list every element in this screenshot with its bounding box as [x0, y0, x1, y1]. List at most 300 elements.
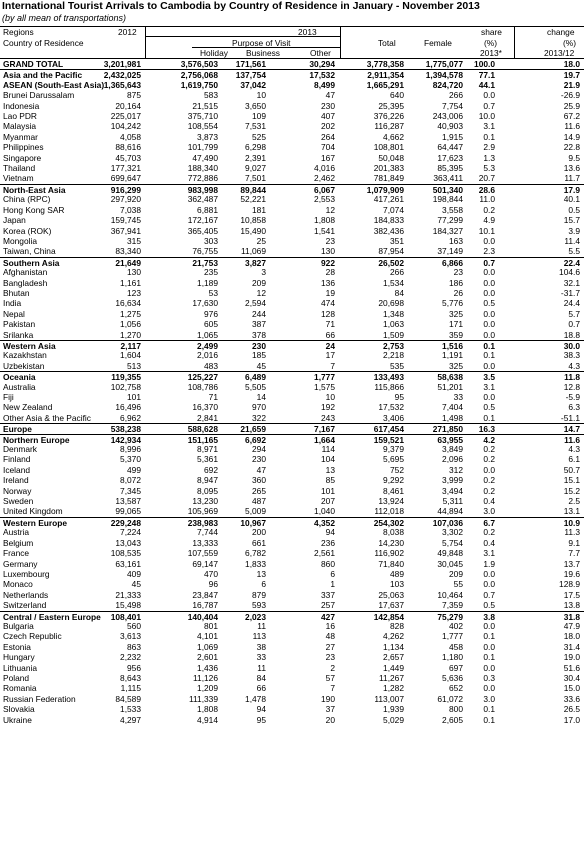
table-row — [0, 330, 584, 340]
total-cell: 489 — [390, 568, 404, 579]
change-cell: 25.9 — [563, 100, 580, 111]
other-cell: 101 — [321, 485, 335, 496]
share-cell: 0.0 — [483, 360, 495, 371]
share-cell: 77.1 — [478, 70, 495, 81]
change-cell: 0.7 — [568, 319, 580, 330]
total-cell: 25,063 — [378, 589, 404, 600]
other-cell: 104 — [321, 454, 335, 465]
share-cell: 0.2 — [483, 454, 495, 465]
total-cell: 116,287 — [374, 121, 404, 132]
other-cell: 7 — [330, 683, 335, 694]
share-cell: 0.0 — [483, 464, 495, 475]
header-divider — [340, 26, 341, 59]
share-cell: 4.9 — [483, 215, 495, 226]
table-row — [0, 590, 584, 600]
total-cell: 1,282 — [383, 683, 404, 694]
other-cell: 190 — [321, 693, 335, 704]
business-cell: 244 — [252, 308, 266, 319]
female-cell: 2,605 — [442, 714, 463, 725]
country-cell: Taiwan, China — [3, 246, 56, 257]
country-cell: Netherlands — [3, 589, 49, 600]
holiday-cell: 125,227 — [187, 372, 218, 383]
share-cell: 2.9 — [483, 142, 495, 153]
holiday-cell: 4,101 — [197, 631, 218, 642]
change-cell: 128.9 — [559, 579, 580, 590]
holiday-cell: 107,559 — [187, 548, 218, 559]
change-cell: 13.8 — [563, 600, 580, 611]
country-cell: Sweden — [3, 496, 34, 507]
header-change: change — [547, 27, 575, 37]
value-2012-cell: 1,056 — [120, 319, 141, 330]
total-cell: 13,924 — [378, 496, 404, 507]
change-cell: 11.4 — [564, 235, 580, 246]
change-cell: 32.1 — [563, 277, 580, 288]
other-cell: 114 — [321, 444, 335, 455]
table-row — [0, 80, 584, 90]
other-cell: 704 — [321, 142, 335, 153]
other-cell: 17 — [325, 350, 335, 361]
business-cell: 94 — [256, 704, 266, 715]
total-cell: 142,854 — [373, 611, 404, 622]
share-cell: 0.0 — [483, 308, 495, 319]
table-row — [0, 184, 584, 194]
female-cell: 51,201 — [437, 381, 463, 392]
female-cell: 171 — [449, 319, 463, 330]
value-2012-cell: 13,043 — [115, 537, 141, 548]
value-2012-cell: 63,161 — [115, 558, 141, 569]
header-regions: Regions — [3, 27, 34, 37]
change-cell: 26.5 — [563, 704, 580, 715]
country-cell: Bhutan — [3, 287, 30, 298]
business-cell: 37,042 — [240, 79, 266, 90]
other-cell: 16 — [325, 620, 335, 631]
female-cell: 107,036 — [432, 517, 463, 528]
holiday-cell: 21,515 — [192, 100, 218, 111]
other-cell: 167 — [321, 152, 335, 163]
value-2012-cell: 142,934 — [110, 434, 141, 445]
holiday-cell: 11,126 — [193, 672, 218, 683]
holiday-cell: 1,619,750 — [180, 79, 218, 90]
female-cell: 1,180 — [442, 652, 463, 663]
share-cell: 0.0 — [483, 683, 495, 694]
table-row — [0, 413, 584, 423]
other-cell: 48 — [325, 631, 335, 642]
total-cell: 828 — [390, 620, 404, 631]
value-2012-cell: 229,248 — [110, 517, 141, 528]
holiday-cell: 362,487 — [187, 194, 218, 205]
holiday-cell: 6,881 — [197, 204, 218, 215]
other-cell: 2 — [330, 662, 335, 673]
total-cell: 133,493 — [373, 372, 404, 383]
female-cell: 3,302 — [442, 527, 463, 538]
female-cell: 3,849 — [442, 444, 463, 455]
female-cell: 209 — [449, 568, 463, 579]
table-row — [0, 652, 584, 662]
female-cell: 3,999 — [442, 475, 463, 486]
value-2012-cell: 104,242 — [110, 121, 141, 132]
holiday-cell: 976 — [204, 308, 218, 319]
country-cell: Mongolia — [3, 235, 37, 246]
country-cell: Japan — [3, 215, 26, 226]
share-cell: 0.2 — [483, 444, 495, 455]
value-2012-cell: 1,533 — [120, 704, 141, 715]
total-cell: 640 — [390, 90, 404, 101]
holiday-cell: 801 — [204, 620, 218, 631]
table-row — [0, 246, 584, 256]
female-cell: 697 — [449, 662, 463, 673]
share-cell: 28.6 — [478, 184, 495, 195]
holiday-cell: 108,554 — [187, 121, 218, 132]
female-cell: 1,775,077 — [425, 59, 463, 69]
female-cell: 1,516 — [442, 340, 463, 351]
country-cell: Iceland — [3, 464, 31, 475]
country-cell: France — [3, 548, 30, 559]
share-cell: 0.2 — [483, 485, 495, 496]
value-2012-cell: 16,496 — [115, 402, 141, 413]
business-cell: 181 — [252, 204, 266, 215]
female-cell: 10,464 — [437, 589, 463, 600]
holiday-cell: 1,065 — [197, 329, 218, 340]
table-row — [0, 402, 584, 412]
total-cell: 95 — [394, 392, 404, 402]
business-cell: 13 — [256, 568, 266, 579]
other-cell: 337 — [321, 589, 335, 600]
change-cell: 9.5 — [568, 152, 580, 163]
female-cell: 266 — [449, 90, 463, 101]
business-cell: 1,833 — [245, 558, 266, 569]
table-row — [0, 278, 584, 288]
share-cell: 0.0 — [483, 568, 495, 579]
total-cell: 8,038 — [383, 527, 404, 538]
country-cell: China (RPC) — [3, 194, 51, 205]
other-cell: 1,777 — [314, 372, 335, 383]
holiday-cell: 2,499 — [197, 340, 218, 351]
value-2012-cell: 315 — [127, 235, 141, 246]
country-cell: Monaco — [3, 579, 33, 590]
share-cell: 0.0 — [483, 319, 495, 330]
value-2012-cell: 1,115 — [120, 683, 141, 694]
country-cell: Ukraine — [3, 714, 32, 725]
holiday-cell: 375,710 — [187, 111, 218, 122]
other-cell: 17,532 — [309, 70, 335, 81]
holiday-cell: 8,971 — [197, 444, 218, 455]
business-cell: 38 — [256, 641, 266, 652]
holiday-cell: 108,786 — [187, 381, 218, 392]
change-cell: 6.1 — [568, 454, 580, 465]
change-cell: 38.3 — [563, 350, 580, 361]
other-cell: 130 — [321, 246, 335, 257]
total-cell: 2,753 — [383, 340, 404, 351]
business-cell: 1,478 — [245, 693, 266, 704]
other-cell: 860 — [321, 558, 335, 569]
header-business: Business — [246, 48, 280, 58]
change-cell: -5.9 — [565, 392, 580, 402]
country-cell: Australia — [3, 381, 36, 392]
country-cell: India — [3, 298, 22, 309]
share-cell: 3.1 — [483, 548, 495, 559]
other-cell: 427 — [321, 611, 335, 622]
share-cell: 20.7 — [478, 173, 495, 184]
other-cell: 192 — [321, 402, 335, 413]
change-cell: 9.1 — [568, 537, 580, 548]
female-cell: 49,848 — [437, 548, 463, 559]
business-cell: 47 — [256, 464, 266, 475]
business-cell: 11 — [257, 662, 266, 673]
holiday-cell: 96 — [208, 579, 218, 590]
country-cell: Estonia — [3, 641, 31, 652]
total-cell: 2,657 — [383, 652, 404, 663]
table-row — [0, 694, 584, 704]
change-cell: 5.7 — [568, 308, 580, 319]
table-row — [0, 642, 584, 652]
header-share-unit: (%) — [484, 38, 498, 48]
holiday-cell: 21,753 — [192, 257, 218, 268]
holiday-cell: 188,340 — [187, 163, 218, 174]
change-cell: 22.4 — [563, 257, 580, 268]
table-row — [0, 538, 584, 548]
other-cell: 264 — [321, 131, 335, 142]
share-cell: 0.1 — [483, 652, 495, 663]
change-cell: 17.9 — [563, 184, 580, 195]
share-cell: 5.3 — [483, 163, 495, 174]
change-cell: 18.0 — [563, 631, 580, 642]
holiday-cell: 303 — [204, 235, 218, 246]
business-cell: 3,650 — [245, 100, 266, 111]
total-cell: 9,379 — [383, 444, 404, 455]
business-cell: 66 — [256, 683, 266, 694]
country-cell: Korea (ROK) — [3, 225, 52, 236]
value-2012-cell: 367,941 — [110, 225, 141, 236]
business-cell: 525 — [252, 131, 266, 142]
share-cell: 0.4 — [483, 496, 495, 507]
change-cell: -51.1 — [560, 412, 580, 423]
value-2012-cell: 1,275 — [120, 308, 141, 319]
value-2012-cell: 2,117 — [120, 340, 141, 351]
country-cell: Pakistan — [3, 319, 36, 330]
share-cell: 0.5 — [483, 600, 495, 611]
total-cell: 1,079,909 — [366, 184, 404, 195]
business-cell: 378 — [252, 329, 266, 340]
business-cell: 9,027 — [245, 163, 266, 174]
business-cell: 6,692 — [245, 434, 266, 445]
share-cell: 0.0 — [483, 90, 495, 101]
header-purpose: Purpose of Visit — [232, 38, 291, 48]
table-row — [0, 517, 584, 527]
total-cell: 87,954 — [378, 246, 404, 257]
change-cell: 51.6 — [563, 662, 580, 673]
value-2012-cell: 21,649 — [115, 257, 141, 268]
other-cell: 202 — [321, 121, 335, 132]
value-2012-cell: 916,299 — [110, 184, 141, 195]
value-2012-cell: 6,962 — [120, 412, 141, 423]
holiday-cell: 235 — [204, 267, 218, 278]
value-2012-cell: 8,643 — [120, 672, 141, 683]
change-cell: 15.2 — [563, 485, 580, 496]
business-cell: 7,531 — [245, 121, 266, 132]
female-cell: 75,279 — [437, 611, 463, 622]
table-row — [0, 611, 584, 621]
total-cell: 14,230 — [378, 537, 404, 548]
holiday-cell: 772,886 — [187, 173, 218, 184]
business-cell: 12 — [256, 287, 266, 298]
country-cell: Denmark — [3, 444, 37, 455]
share-cell: 0.0 — [483, 329, 495, 340]
value-2012-cell: 16,634 — [115, 298, 141, 309]
total-cell: 112,018 — [374, 506, 404, 517]
country-cell: New Zealand — [3, 402, 53, 413]
female-cell: 55 — [453, 579, 463, 590]
value-2012-cell: 499 — [127, 464, 141, 475]
header-female: Female — [424, 38, 452, 48]
table-row — [0, 704, 584, 714]
value-2012-cell: 102,758 — [110, 381, 141, 392]
female-cell: 5,311 — [442, 496, 463, 507]
total-cell: 3,778,358 — [366, 59, 404, 69]
total-cell: 351 — [390, 235, 404, 246]
table-row — [0, 59, 584, 69]
holiday-cell: 1,436 — [197, 662, 218, 673]
share-cell: 3.0 — [483, 693, 495, 704]
female-cell: 363,411 — [433, 173, 463, 184]
holiday-cell: 3,873 — [197, 131, 218, 142]
female-cell: 30,045 — [437, 558, 463, 569]
country-cell: Uzbekistan — [3, 360, 45, 371]
female-cell: 6,866 — [442, 257, 463, 268]
other-cell: 71 — [325, 319, 335, 330]
change-cell: 33.6 — [563, 693, 580, 704]
change-cell: 30.4 — [563, 672, 580, 683]
page-title: International Tourist Arrivals to Cambodia by Country of Residence in January - November 2013 — [2, 0, 480, 12]
country-cell: Lao PDR — [3, 111, 37, 122]
business-cell: 7,501 — [245, 173, 266, 184]
female-cell: 243,006 — [432, 111, 463, 122]
business-cell: 6,782 — [245, 548, 266, 559]
share-cell: 11.0 — [479, 194, 495, 205]
change-cell: 13.6 — [563, 163, 580, 174]
table-row — [0, 371, 584, 381]
change-cell: 21.9 — [563, 79, 580, 90]
holiday-cell: 483 — [204, 360, 218, 371]
business-cell: 52,221 — [240, 194, 266, 205]
value-2012-cell: 7,038 — [120, 204, 141, 215]
other-cell: 1 — [330, 579, 335, 590]
country-cell: Norway — [3, 485, 32, 496]
share-cell: 0.5 — [483, 402, 495, 413]
value-2012-cell: 99,065 — [115, 506, 141, 517]
holiday-cell: 16,370 — [192, 402, 218, 413]
female-cell: 325 — [449, 360, 463, 371]
holiday-cell: 1,189 — [197, 277, 218, 288]
female-cell: 312 — [449, 464, 463, 475]
female-cell: 85,395 — [437, 163, 463, 174]
other-cell: 30,294 — [309, 59, 335, 69]
country-cell: Germany — [3, 558, 38, 569]
table-row — [0, 434, 584, 444]
holiday-cell: 1,808 — [197, 704, 218, 715]
share-cell: 0.0 — [483, 287, 495, 298]
business-cell: 3 — [261, 267, 266, 278]
business-cell: 33 — [256, 652, 266, 663]
header-change-unit: (%) — [563, 38, 577, 48]
change-cell: 0.5 — [568, 204, 580, 215]
female-cell: 63,955 — [437, 434, 463, 445]
share-cell: 0.1 — [483, 714, 495, 725]
value-2012-cell: 225,017 — [110, 111, 141, 122]
country-cell: Indonesia — [3, 100, 40, 111]
total-cell: 266 — [390, 267, 404, 278]
female-cell: 37,149 — [437, 246, 463, 257]
female-cell: 3,558 — [442, 204, 463, 215]
country-cell: Malaysia — [3, 121, 37, 132]
other-cell: 47 — [325, 90, 335, 101]
share-cell: 0.0 — [483, 662, 495, 673]
business-cell: 137,754 — [235, 70, 266, 81]
table-row — [0, 205, 584, 215]
table-row — [0, 673, 584, 683]
female-cell: 652 — [449, 683, 463, 694]
total-cell: 20,698 — [378, 298, 404, 309]
change-cell: 11.6 — [564, 121, 580, 132]
female-cell: 40,903 — [437, 121, 463, 132]
change-cell: 3.9 — [568, 225, 580, 236]
country-cell: Hungary — [3, 652, 35, 663]
country-cell: Western Europe — [3, 517, 68, 528]
table-row — [0, 288, 584, 298]
business-cell: 10,967 — [240, 517, 266, 528]
holiday-cell: 151,165 — [187, 434, 218, 445]
table-row — [0, 559, 584, 569]
change-cell: 7.7 — [568, 548, 580, 559]
value-2012-cell: 21,333 — [115, 589, 141, 600]
change-cell: 18.8 — [563, 329, 580, 340]
change-cell: 12.8 — [563, 381, 580, 392]
business-cell: 200 — [252, 527, 266, 538]
business-cell: 6 — [261, 579, 266, 590]
total-cell: 5,695 — [383, 454, 404, 465]
table-row — [0, 215, 584, 225]
table-row — [0, 715, 584, 725]
holiday-cell: 172,167 — [187, 215, 218, 226]
total-cell: 1,665,291 — [366, 79, 404, 90]
total-cell: 116,902 — [374, 548, 404, 559]
total-cell: 184,833 — [373, 215, 404, 226]
female-cell: 7,404 — [442, 402, 463, 413]
holiday-cell: 7,744 — [197, 527, 218, 538]
value-2012-cell: 45,703 — [115, 152, 141, 163]
female-cell: 359 — [449, 329, 463, 340]
header-holiday: Holiday — [200, 48, 228, 58]
change-cell: 11.7 — [564, 173, 580, 184]
business-cell: 89,844 — [240, 184, 266, 195]
holiday-cell: 17,630 — [192, 298, 218, 309]
holiday-cell: 583 — [204, 90, 218, 101]
other-cell: 2,462 — [314, 173, 335, 184]
total-cell: 159,521 — [373, 434, 404, 445]
share-cell: 0.0 — [483, 267, 495, 278]
share-cell: 0.2 — [483, 527, 495, 538]
total-cell: 254,302 — [373, 517, 404, 528]
business-cell: 209 — [252, 277, 266, 288]
change-cell: 30.0 — [563, 340, 580, 351]
table-row — [0, 361, 584, 371]
holiday-cell: 69,147 — [192, 558, 218, 569]
business-cell: 5,505 — [245, 381, 266, 392]
table-row — [0, 475, 584, 485]
other-cell: 207 — [321, 496, 335, 507]
total-cell: 1,134 — [383, 641, 404, 652]
other-cell: 6 — [330, 568, 335, 579]
business-cell: 970 — [252, 402, 266, 413]
